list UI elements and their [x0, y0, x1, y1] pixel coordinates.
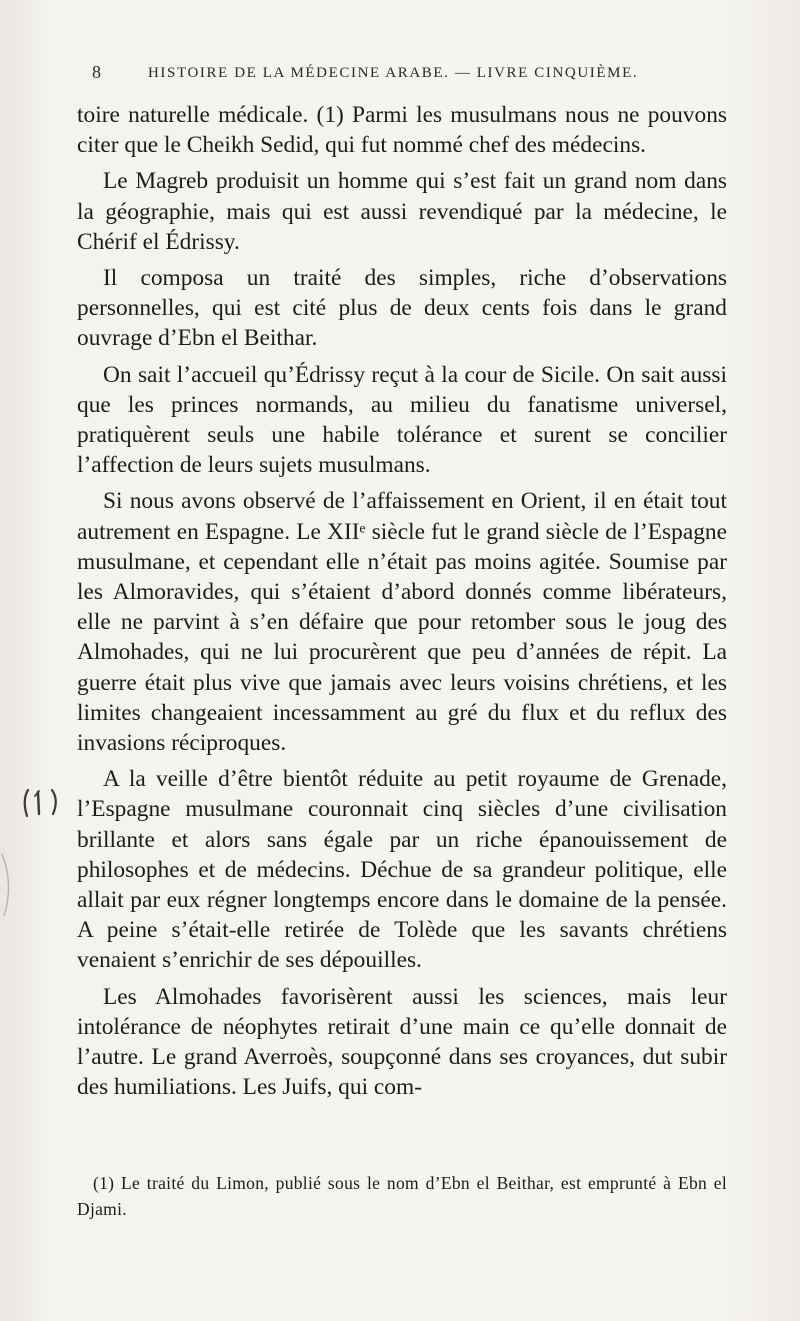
paragraph: A la veille d’être bientôt réduite au petit royaume de Grenade, l’Espagne musulmane couronnait cinq siècles d’une civilisation brillante et alors sans égale par un riche épanouissement de philosophes et de médecins. Déchue de sa grandeur politique, elle allait par eux régner longtemps encore dans le domaine de la pensée. A peine s’était-elle retirée de Tolède que les savants chrétiens venaient s’enrichir de ses dépouilles. — [77, 766, 727, 974]
paragraph: Si nous avons observé de l’affaissement en Orient, il en était tout autrement en Espagne. Le XIIᵉ siècle fut le grand siècle de l’Espagne musulmane, et cependant elle n’était pas moins agitée. Soumise par les Almoravides, qui s’étaient d’abord donnés comme libérateurs, elle ne parvint à s’en défaire que pour retomber sous le joug des Almohades, qui ne lui procurèrent que peu d’années de répit. La guerre était plus vive que jamais avec leurs voisins chrétiens, et les limites changeaient incessamment au gré du flux et du reflux des invasions réciproques. — [77, 488, 727, 757]
paragraph: On sait l’accueil qu’Édrissy reçut à la cour de Sicile. On sait aussi que les princes normands, au milieu du fanatisme universel, pratiquèrent seuls une habile tolérance et surent se concilier l’affection de leurs sujets musulmans. — [77, 361, 727, 479]
running-head — [92, 62, 702, 86]
paragraph: Le Magreb produisit un homme qui s’est fait un grand nom dans la géographie, mais qui est aussi revendiqué par la médecine, le Chérif el Édrissy. — [77, 168, 727, 255]
page-number: 8 — [92, 62, 101, 82]
paragraph: toire naturelle médicale. (1) Parmi les musulmans nous ne pouvons citer que le Cheikh Sedid, qui fut nommé chef des médecins. — [77, 102, 727, 159]
body-text — [77, 100, 727, 1109]
handwritten-margin-annotation — [18, 786, 68, 826]
paragraph: Il composa un traité des simples, riche d’observations personnelles, qui est cité plus de deux cents fois dans le grand ouvrage d’Ebn el Beithar. — [77, 265, 727, 352]
margin-pencil-stroke — [0, 850, 20, 920]
running-head-title: HISTOIRE DE LA MÉDECINE ARABE. — LIVRE CINQUIÈME. — [148, 65, 639, 81]
paragraph: Les Almohades favorisèrent aussi les sciences, mais leur intolérance de néophytes retirait d’une main ce qu’elle donnait de l’autre. Le grand Averroès, soupçonné dans ses croyances, dut subir des humiliations. Les Juifs, qui com- — [77, 983, 727, 1101]
footnote: (1) Le traité du Limon, publié sous le nom d’Ebn el Beithar, est emprunté à Ebn el Djami. — [77, 1173, 727, 1219]
